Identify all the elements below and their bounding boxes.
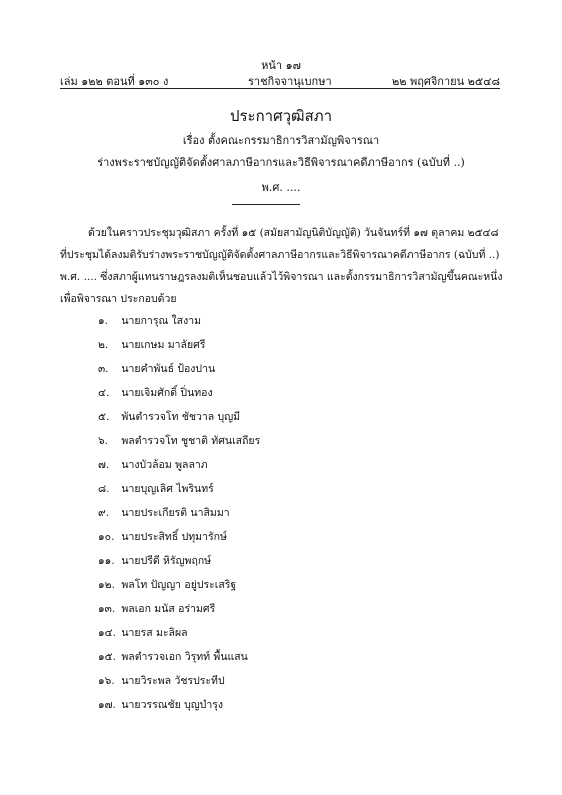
- draft-bill-name: ร่างพระราชบัญญัติจัดตั้งศาลภาษีอากรและวิธีพิจารณาคดีภาษีอากร (ฉบับที่ ..): [97, 156, 465, 169]
- page-number: หน้า ๑๗: [261, 59, 301, 72]
- body-line-4: เพื่อพิจารณา ประกอบด้วย: [60, 293, 177, 305]
- member-name: นายบุญเลิศ ไพรินทร์: [121, 483, 214, 495]
- member-number: ๗.: [98, 459, 110, 471]
- member-name: นายการุณ ใสงาม: [121, 315, 202, 327]
- member-number: ๒.: [98, 339, 109, 351]
- header-divider: [60, 88, 500, 89]
- member-number: ๑.: [98, 315, 109, 327]
- member-name: นายวรรณชัย บุญบำรุง: [121, 699, 224, 711]
- member-item: [98, 696, 260, 720]
- member-item: [98, 480, 260, 504]
- member-number: ๓.: [98, 363, 109, 375]
- draft-year: พ.ศ. ....: [261, 181, 301, 194]
- member-number: ๔.: [98, 387, 110, 399]
- member-item: [98, 360, 260, 384]
- member-name: นายรส มะลิผล: [121, 627, 188, 639]
- member-name: นายประสิทธิ์ ปทุมารักษ์: [121, 531, 227, 543]
- member-number: ๑๒.: [98, 579, 115, 591]
- member-item: [98, 336, 260, 360]
- body-line-3: พ.ศ. .... ซึ่งสภาผู้แทนราษฎรลงมติเห็นชอบแล้วไว้พิจารณา และตั้งกรรมาธิการวิสามัญขึ้นคณะหนึ่ง: [60, 271, 503, 283]
- member-item: [98, 624, 260, 648]
- member-name: พลตำรวจโท ชูชาติ ทัศนเสถียร: [121, 435, 261, 447]
- member-name: นายวิระพล วัชรประทีป: [121, 675, 225, 687]
- title-divider: [232, 204, 300, 205]
- member-number: ๑๔.: [98, 627, 116, 639]
- member-name: นายเกษม มาลัยศรี: [121, 339, 206, 351]
- gazette-name: ราชกิจจานุเบกษา: [248, 75, 332, 88]
- member-item: [98, 504, 260, 528]
- member-number: ๑๐.: [98, 531, 115, 543]
- member-item: [98, 576, 260, 600]
- member-name: นางบัวล้อม พูลลาภ: [121, 459, 208, 471]
- member-item: [98, 432, 260, 456]
- member-name: พลโท ปัญญา อยู่ประเสริฐ: [121, 579, 237, 591]
- member-number: ๑๓.: [98, 603, 116, 615]
- member-number: ๑๗.: [98, 699, 116, 711]
- member-item: [98, 384, 260, 408]
- member-item: [98, 312, 260, 336]
- member-name: พันตำรวจโท ชัชวาล บุญมี: [121, 411, 241, 423]
- member-item: [98, 456, 260, 480]
- gazette-date: ๒๒ พฤศจิกายน ๒๕๔๘: [391, 75, 500, 88]
- gazette-header: [60, 72, 500, 88]
- member-number: ๖.: [98, 435, 109, 447]
- member-number: ๑๑.: [98, 555, 115, 567]
- member-number: ๑๕.: [98, 651, 116, 663]
- member-item: [98, 528, 260, 552]
- member-name: นายคำพันธ์ ป้องปาน: [121, 363, 216, 375]
- member-name: พลตำรวจเอก วิรุทท์ พื้นแสน: [121, 651, 248, 663]
- member-number: ๕.: [98, 411, 110, 423]
- announcement-title: ประกาศวุฒิสภา: [229, 107, 333, 125]
- member-item: [98, 408, 260, 432]
- member-number: ๙.: [98, 507, 110, 519]
- member-number: ๘.: [98, 483, 110, 495]
- body-line-1: ด้วยในคราวประชุมวุฒิสภา ครั้งที่ ๑๕ (สมัยสามัญนิติบัญญัติ) วันจันทร์ที่ ๑๗ ตุลาคม ๒๕๔๘: [88, 227, 499, 239]
- member-item: [98, 648, 260, 672]
- member-item: [98, 552, 260, 576]
- gazette-volume: เล่ม ๑๒๒ ตอนที่ ๑๓๐ ง: [60, 75, 169, 88]
- member-name: นายปรีดี หิรัญพฤกษ์: [121, 555, 212, 567]
- member-item: [98, 672, 260, 696]
- member-item: [98, 600, 260, 624]
- body-line-2: ที่ประชุมได้ลงมติรับร่างพระราชบัญญัติจัดตั้งศาลภาษีอากรและวิธีพิจารณาคดีภาษีอากร (ฉบับที่ ..): [60, 249, 500, 261]
- committee-member-list: [98, 312, 260, 720]
- member-number: ๑๖.: [98, 675, 115, 687]
- member-name: นายเจิมศักดิ์ ปิ่นทอง: [121, 387, 213, 399]
- member-name: พลเอก มนัส อร่ามศรี: [121, 603, 216, 615]
- member-name: นายประเกียรติ นาสิมมา: [121, 507, 230, 519]
- announcement-subject: เรื่อง ตั้งคณะกรรมาธิการวิสามัญพิจารณา: [182, 134, 380, 147]
